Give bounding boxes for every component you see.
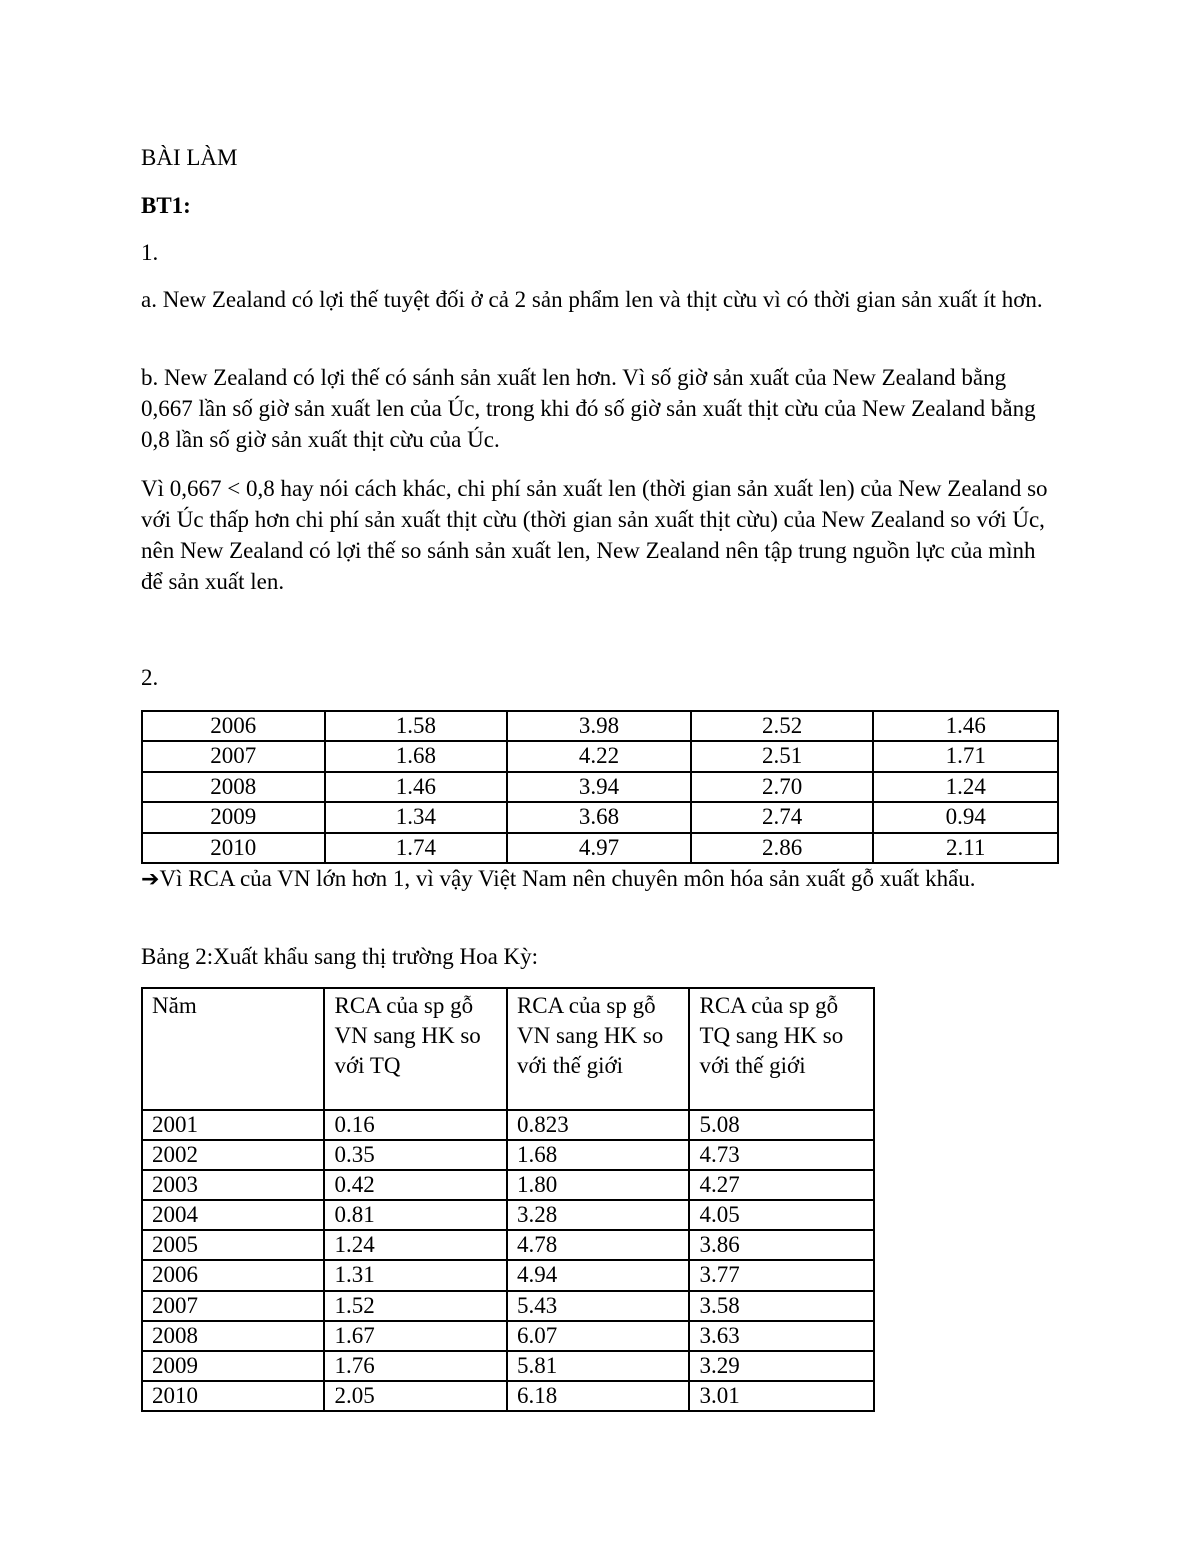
table-row [142, 1200, 874, 1230]
table-row [142, 711, 1058, 741]
value-cell: 0.42 [324, 1170, 506, 1200]
value-cell: 4.27 [689, 1170, 874, 1200]
value-cell: 4.05 [689, 1200, 874, 1230]
rca-table-2 [141, 987, 875, 1412]
value-cell: 3.28 [507, 1200, 690, 1230]
value-cell: 1.34 [325, 802, 508, 832]
value-cell: 3.68 [507, 802, 691, 832]
value-cell: 6.18 [507, 1381, 690, 1411]
section-number-1: 1. [141, 240, 159, 265]
value-cell: 5.81 [507, 1351, 690, 1381]
table-row [142, 772, 1058, 802]
year-cell: 2008 [142, 772, 325, 802]
value-cell: 1.71 [873, 741, 1058, 771]
table-row [142, 1260, 874, 1290]
year-cell: 2003 [142, 1170, 324, 1200]
value-cell: 0.94 [873, 802, 1058, 832]
value-cell: 3.63 [689, 1321, 874, 1351]
column-header: RCA của sp gỗ VN sang HK so với thế giới [507, 988, 690, 1110]
year-cell: 2004 [142, 1200, 324, 1230]
paragraph-conclusion-1: Vì 0,667 < 0,8 hay nói cách khác, chi phí sản xuất len (thời gian sản xuất len) của New Zealand so với Úc thấp hơn chi phí sản xuất thịt cừu (thời gian sản xuất thịt cừu) của New Zealand so với Úc, nên New Zealand có lợi thế so sánh sản xuất len, New Zealand nên tập trung nguồn lực của mình để sản xuất len. [141, 476, 1048, 594]
value-cell: 2.11 [873, 833, 1058, 863]
value-cell: 1.52 [324, 1291, 506, 1321]
year-cell: 2002 [142, 1140, 324, 1170]
column-header: Năm [142, 988, 324, 1110]
value-cell: 1.68 [325, 741, 508, 771]
table-row [142, 1140, 874, 1170]
value-cell: 4.73 [689, 1140, 874, 1170]
value-cell: 0.35 [324, 1140, 506, 1170]
year-cell: 2007 [142, 741, 325, 771]
table-row [142, 802, 1058, 832]
value-cell: 4.22 [507, 741, 691, 771]
value-cell: 3.29 [689, 1351, 874, 1381]
table-2-caption: Bảng 2:Xuất khẩu sang thị trường Hoa Kỳ: [141, 944, 539, 969]
value-cell: 3.58 [689, 1291, 874, 1321]
value-cell: 1.68 [507, 1140, 690, 1170]
year-cell: 2010 [142, 1381, 324, 1411]
value-cell: 1.58 [325, 711, 508, 741]
value-cell: 1.46 [873, 711, 1058, 741]
value-cell: 4.94 [507, 1260, 690, 1290]
value-cell: 3.01 [689, 1381, 874, 1411]
value-cell: 1.24 [873, 772, 1058, 802]
section-number-2: 2. [141, 665, 159, 690]
table-row [142, 1321, 874, 1351]
table-row [142, 1381, 874, 1411]
rca-table-2-body [142, 988, 874, 1411]
year-cell: 2006 [142, 711, 325, 741]
table-header-row [142, 988, 874, 1110]
year-cell: 2006 [142, 1260, 324, 1290]
table-row [142, 1170, 874, 1200]
value-cell: 2.51 [691, 741, 874, 771]
value-cell: 3.77 [689, 1260, 874, 1290]
value-cell: 3.94 [507, 772, 691, 802]
rca-table-1 [141, 710, 1059, 864]
value-cell: 1.76 [324, 1351, 506, 1381]
value-cell: 2.52 [691, 711, 874, 741]
value-cell: 1.24 [324, 1230, 506, 1260]
value-cell: 4.97 [507, 833, 691, 863]
arrow-right-icon: ➔ [141, 867, 160, 892]
year-cell: 2010 [142, 833, 325, 863]
table-row [142, 1351, 874, 1381]
conclusion [141, 863, 1061, 895]
value-cell: 3.98 [507, 711, 691, 741]
value-cell: 2.74 [691, 802, 874, 832]
value-cell: 5.43 [507, 1291, 690, 1321]
value-cell: 0.823 [507, 1110, 690, 1140]
rca-table-1-body [142, 711, 1058, 863]
paragraph-a: a. New Zealand có lợi thế tuyệt đối ở cả 2 sản phẩm len và thịt cừu vì có thời gian sản xuất ít hơn. [141, 287, 1043, 312]
column-header: RCA của sp gỗ VN sang HK so với TQ [324, 988, 506, 1110]
value-cell: 1.31 [324, 1260, 506, 1290]
year-cell: 2005 [142, 1230, 324, 1260]
year-cell: 2007 [142, 1291, 324, 1321]
value-cell: 0.81 [324, 1200, 506, 1230]
value-cell: 1.67 [324, 1321, 506, 1351]
value-cell: 3.86 [689, 1230, 874, 1260]
table-row [142, 1230, 874, 1260]
value-cell: 6.07 [507, 1321, 690, 1351]
paragraph-b: b. New Zealand có lợi thế có sánh sản xuất len hơn. Vì số giờ sản xuất của New Zealand bằng 0,667 lần số giờ sản xuất len của Úc, trong khi đó số giờ sản xuất thịt cừu của New Zealand bằng 0,8 lần số giờ sản xuất thịt cừu của Úc. [141, 365, 1036, 452]
value-cell: 2.70 [691, 772, 874, 802]
value-cell: 2.86 [691, 833, 874, 863]
conclusion-text: Vì RCA của VN lớn hơn 1, vì vậy Việt Nam nên chuyên môn hóa sản xuất gỗ xuất khẩu. [159, 866, 976, 891]
value-cell: 0.16 [324, 1110, 506, 1140]
table-row [142, 741, 1058, 771]
year-cell: 2009 [142, 1351, 324, 1381]
table-row [142, 833, 1058, 863]
table-row [142, 1110, 874, 1140]
value-cell: 1.46 [325, 772, 508, 802]
value-cell: 4.78 [507, 1230, 690, 1260]
page-heading: BÀI LÀM [141, 145, 238, 170]
value-cell: 5.08 [689, 1110, 874, 1140]
column-header: RCA của sp gỗ TQ sang HK so với thế giới [689, 988, 874, 1110]
year-cell: 2001 [142, 1110, 324, 1140]
table-row [142, 1291, 874, 1321]
value-cell: 1.80 [507, 1170, 690, 1200]
exercise-label: BT1: [141, 193, 191, 218]
year-cell: 2008 [142, 1321, 324, 1351]
year-cell: 2009 [142, 802, 325, 832]
value-cell: 2.05 [324, 1381, 506, 1411]
value-cell: 1.74 [325, 833, 508, 863]
